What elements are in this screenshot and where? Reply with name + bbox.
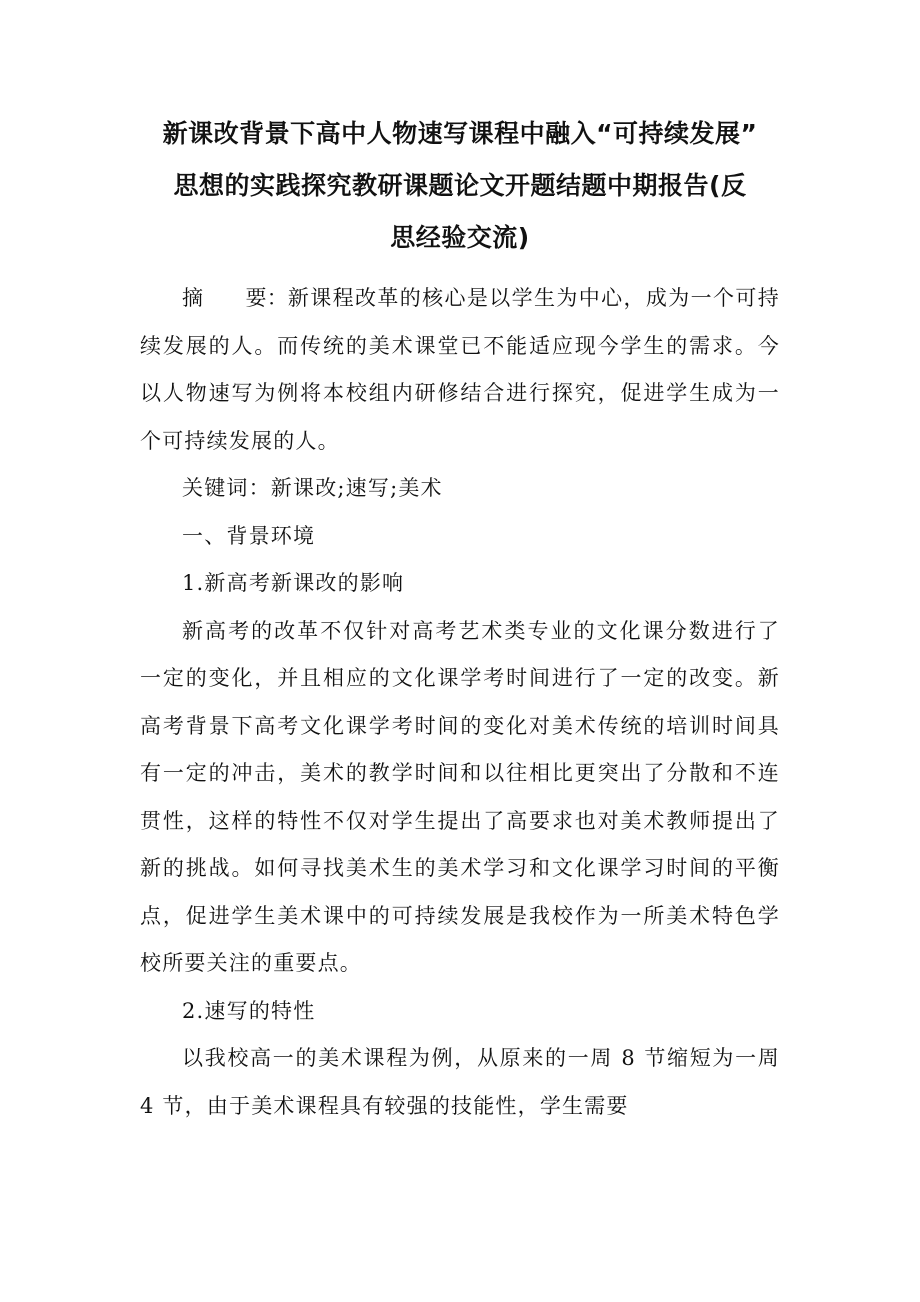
abstract-text: 新课程改革的核心是以学生为中心，成为一个可持续发展的人。而传统的美术课堂已不能适应现今学生的需求。今以人物速写为例将本校组内研修结合进行探究，促进学生成为一个可持续发展的人。 — [140, 286, 780, 453]
document-body — [140, 275, 780, 1130]
subsection-heading: 1.新高考新课改的影响 — [182, 571, 405, 595]
subsection-heading: 2.速写的特性 — [182, 998, 316, 1023]
abstract-label: 摘 要： — [182, 286, 288, 310]
keywords-line: 关键词：新课改;速写;美术 — [182, 476, 443, 500]
body-paragraph: 以我校高一的美术课程为例，从原来的一周 8 节缩短为一周 4 节，由于美术课程具有较强的技能性，学生需要 — [140, 1046, 780, 1118]
section-heading: 一、背景环境 — [182, 523, 316, 548]
abstract-paragraph — [140, 275, 780, 465]
title-line: 思想的实践探究教研课题论文开题结题中期报告(反 — [173, 171, 747, 200]
document-title — [120, 108, 800, 264]
body-paragraph: 新高考的改革不仅针对高考艺术类专业的文化课分数进行了一定的变化，并且相应的文化课学考时间进行了一定的改变。新高考背景下高考文化课学考时间的变化对美术传统的培训时间具有一定的冲击，美术的教学时间和以往相比更突出了分散和不连贯性，这样的特性不仅对学生提出了高要求也对美术教师提出了新的挑战。如何寻找美术生的美术学习和文化课学习时间的平衡点，促进学生美术课中的可持续发展是我校作为一所美术特色学校所要关注的重要点。 — [140, 618, 780, 975]
title-line: 新课改背景下高中人物速写课程中融入“可持续发展” — [162, 119, 758, 148]
title-line: 思经验交流) — [390, 223, 530, 252]
